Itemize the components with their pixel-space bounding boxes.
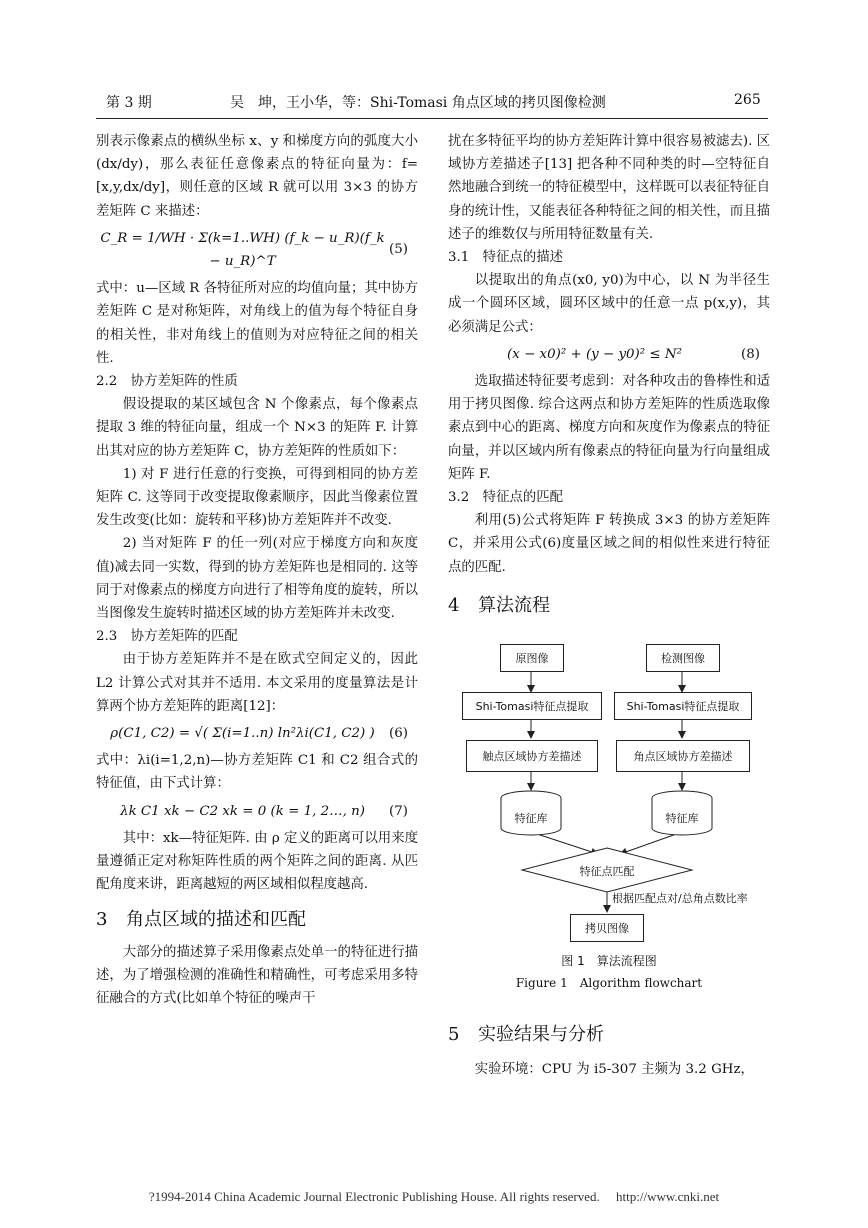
- covariance-describe-box-2: 角点区域协方差描述: [616, 740, 750, 772]
- shi-tomasi-extract-box-1: Shi-Tomasi特征点提取: [462, 692, 602, 720]
- paragraph: 大部分的描述算子采用像素点处单一的特征进行描述，为了增强检测的准确性和精确性，可考虑采用多特征融合的方式(比如单个特征的噪声干: [96, 944, 418, 1006]
- section-title: 实验结果与分析: [478, 1024, 604, 1045]
- equation-8: [448, 343, 770, 366]
- subsection-heading: 3.2 特征点的匹配: [448, 490, 564, 506]
- header-rule: [96, 118, 768, 119]
- equation-5: [96, 227, 418, 273]
- feature-match-diamond: 特征点匹配: [579, 865, 635, 878]
- paragraph: 别表示像素点的横纵坐标 x、y 和梯度方向的弧度大小(dx/dy)，那么表征任意像素点的特征向量为：f=[x,y,dx/dy]，则任意的区域 R 就可以用 3×3 的协方差矩阵 C 来描述：: [96, 134, 418, 219]
- running-title: 吴 坤，王小华，等：Shi-Tomasi 角点区域的拷贝图像检测: [230, 95, 606, 111]
- issue-number: 第 3 期: [106, 95, 152, 111]
- equation-body: C_R = 1/WH · Σ(k=1..WH) (f_k − u_R)(f_k − u_R)^T: [100, 230, 385, 270]
- paragraph: 1) 对 F 进行任意的行变换，可得到相同的协方差矩阵 C. 这等同于改变提取像素顺序，因此当像素位置发生改变(比如：旋转和平移)协方差矩阵并不改变.: [96, 466, 418, 529]
- subsection-heading: 2.3 协方差矩阵的匹配: [96, 629, 238, 645]
- paragraph: 式中：λi(i=1,2,n)—协方差矩阵 C1 和 C2 组合式的特征值，由下式计算：: [96, 753, 418, 792]
- paragraph: 实验环境：CPU 为 i5-307 主频为 3.2 GHz，: [474, 1062, 754, 1077]
- left-column: [96, 130, 418, 1010]
- copy-image-box: 拷贝图像: [570, 914, 644, 942]
- equation-body: λk C1 xk − C2 xk = 0 (k = 1, 2…, n): [120, 803, 365, 819]
- right-column-bottom: [448, 1022, 770, 1081]
- paragraph: 2) 当对矩阵 F 的任一列(对应于梯度方向和灰度值)减去同一实数，得到的协方差矩阵也是相同的. 这等同于对像素点的梯度方向进行了相等角度的旋转，所以当图像发生旋转时描述区域的协方差矩阵并未改变.: [96, 536, 418, 622]
- covariance-describe-box-1: 触点区域协方差描述: [466, 740, 598, 772]
- ratio-label: 根据匹配点对/总角点数比率: [612, 892, 748, 905]
- equation-number: (5): [389, 242, 408, 258]
- feature-db-2: 特征库: [665, 812, 699, 825]
- figure-caption-en: Figure 1 Algorithm flowchart: [515, 976, 703, 990]
- equation-number: (7): [389, 803, 408, 819]
- equation-body: (x − x0)² + (y − y0)² ≤ N²: [507, 346, 682, 362]
- section-title: 角点区域的描述和匹配: [126, 908, 306, 930]
- paragraph: 以提取出的角点(x0, y0)为中心，以 N 为半径生成一个圆环区域，圆环区域中的任意一点 p(x,y)，其必须满足公式：: [448, 273, 770, 335]
- shi-tomasi-extract-box-2: Shi-Tomasi特征点提取: [614, 692, 752, 720]
- section-heading: [448, 593, 770, 619]
- subsection-heading: 3.1 特征点的描述: [448, 250, 564, 266]
- page-number: 265: [734, 92, 761, 108]
- paragraph: 假设提取的某区域包含 N 个像素点，每个像素点提取 3 维的特征向量，组成一个 N×3 的矩阵 F. 计算出其对应的协方差矩阵 C，协方差矩阵的性质如下：: [96, 397, 418, 459]
- paragraph: 其中：xk—特征矩阵. 由 ρ 定义的距离可以用来度量遵循正定对称矩阵性质的两个矩阵之间的距离. 从匹配角度来讲，距离越短的两区域相似程度越高.: [96, 830, 418, 893]
- equation-7: [96, 800, 418, 823]
- section-heading: [96, 907, 418, 933]
- equation-body: ρ(C1, C2) = √( Σ(i=1..n) ln²λi(C1, C2) ): [110, 726, 375, 742]
- right-column: [448, 130, 770, 627]
- equation-number: (6): [389, 726, 408, 742]
- section-heading: [448, 1022, 770, 1048]
- paragraph: 由于协方差矩阵并不是在欧式空间定义的，因此 L2 计算公式对其并不适用. 本文采用的度量算法是计算两个协方差矩阵的距离[12]：: [96, 652, 418, 714]
- section-number: 3: [96, 908, 108, 930]
- paragraph: 选取描述特征要考虑到：对各种攻击的鲁棒性和适用于拷贝图像. 综合这两点和协方差矩阵的性质选取像素点到中心的距离、梯度方向和灰度作为像素点的特征向量，并以区域内所有像素点的特征向量为行向量组成矩阵 F.: [448, 374, 770, 482]
- section-number: 4: [448, 594, 460, 616]
- paragraph: 扰在多特征平均的协方差矩阵计算中很容易被滤去). 区域协方差描述子[13] 把各种不同种类的时—空特征自然地融合到统一的特征模型中，这样既可以表征特征自身的统计性，又能表征各种特征之间的相关性，而且描述子的维数仅与所用特征数量有关.: [448, 134, 770, 242]
- equation-number: (8): [741, 346, 760, 362]
- figure-caption-cn: 图 1 算法流程图: [561, 954, 657, 968]
- flowchart-lines: [450, 640, 768, 960]
- equation-6: [96, 722, 418, 745]
- subsection-heading: 2.2 协方差矩阵的性质: [96, 374, 238, 390]
- copyright-footer: ?1994-2014 China Academic Journal Electronic Publishing House. All rights reserved. http://www.cnki.net: [148, 1189, 720, 1204]
- feature-db-1: 特征库: [514, 812, 548, 825]
- original-image-box: 原图像: [500, 644, 564, 672]
- paragraph: 式中：u—区域 R 各特征所对应的均值向量；其中协方差矩阵 C 是对称矩阵，对角线上的值为每个特征自身的相关性，非对角线上的值则为对应特征之间的相关性.: [96, 281, 418, 366]
- section-title: 算法流程: [478, 594, 550, 616]
- paragraph: 利用(5)公式将矩阵 F 转换成 3×3 的协方差矩阵 C，并采用公式(6)度量区域之间的相似性来进行特征点的匹配.: [448, 513, 770, 575]
- section-number: 5: [448, 1024, 460, 1045]
- detect-image-box: 检测图像: [646, 644, 720, 672]
